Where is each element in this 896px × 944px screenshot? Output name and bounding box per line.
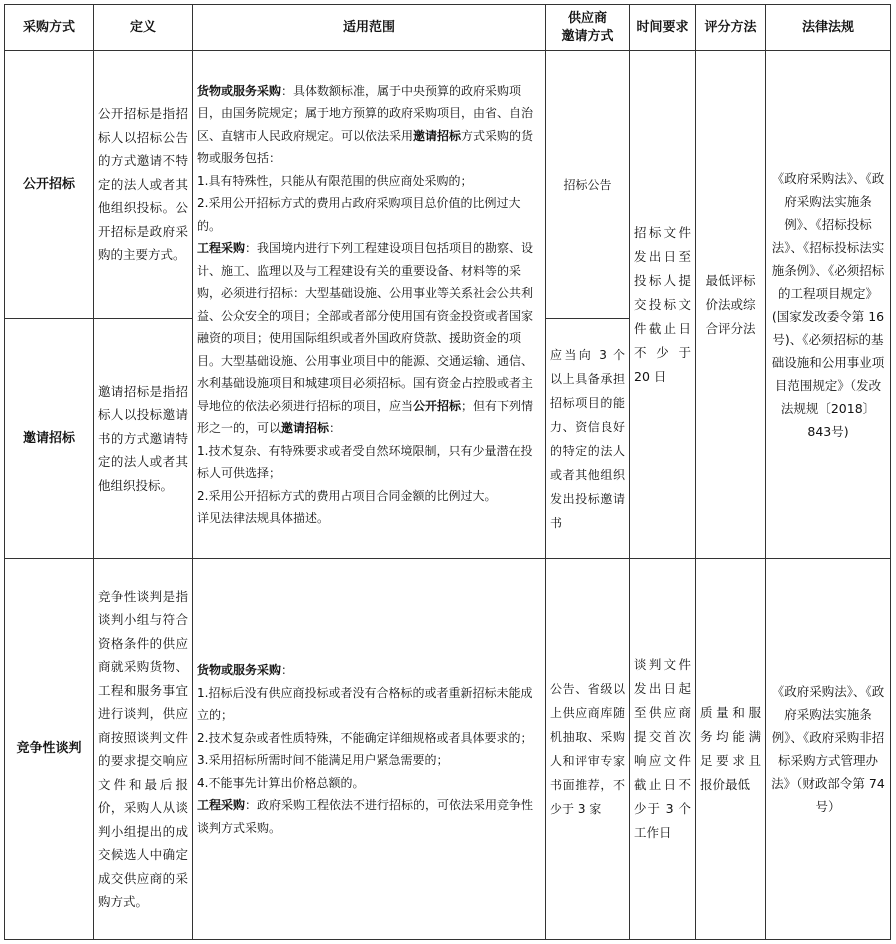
table-row-competitive-negotiation [5,559,891,940]
scope-bidding: 货物或服务采购：具体数额标准，属于中央预算的政府采购项目，由国务院规定；属于地方预算的政府采购项目，由省、自治区、直辖市人民政府规定。可以依法采用邀请招标方式采购的货物或服务包括： 1.具有特殊性，只能从有限范围的供应商处采购的； 2.采用公开招标方式的费用占政府采购项目总价值的比例过大的。 工程采购：我国境内进行下列工程建设项目包括项目的勘察、设计、施工、监理以及与工程建设有关的重要设备、材料等的采购，必须进行招标：大型基础设施、公用事业等关系社会公共利益、公众安全的项目；全部或者部分使用国有资金投资或者国家融资的项目；使用国际组织或者外国政府贷款、援助资金的项目。大型基础设施、公用事业项目中的能源、交通运输、通信、水利基础设施项目和城建项目必须招标。国有资金占控股或者主导地位的依法必须进行招标的项目，应当公开招标；但有下列情形之一的，可以邀请招标： 1.技术复杂、有特殊要求或者受自然环境限制，只有少量潜在投标人可供选择； 2.采用公开招标方式的费用占项目合同金额的比例过大。 详见法律法规具体描述。 [193,51,546,559]
scope-label-works-negotiation: 工程采购 [197,798,246,812]
header-row [5,5,891,51]
scope-label-goods-negotiation: 货物或服务采购 [197,663,282,677]
method-invited-bidding: 邀请招标 [5,319,94,559]
law-bidding: 《政府采购法》、《政府采购法实施条例》、《招标投标法》、《招标投标法实施条例》、《必须招标的工程项目规定》(国家发改委令第 16 号)、《必须招标的基础设施和公用事业项目范围规定》（发改法规规〔2018〕843号) [766,51,891,559]
time-negotiation: 谈判文件发出日起至供应商提交首次响应文件截止日不少于 3 个工作日 [630,559,696,940]
table-row-open-bidding [5,51,891,319]
method-negotiation: 竞争性谈判 [5,559,94,940]
header-definition: 定义 [94,5,193,51]
header-time: 时间要求 [630,5,696,51]
time-bidding: 招标文件发出日至投标人提交投标文件截止日不少于 20 日 [630,51,696,559]
scope-label-goods: 货物或服务采购 [197,83,282,98]
header-law: 法律法规 [766,5,891,51]
invite-invited-bidding: 应当向 3 个以上具备承担招标项目的能力、资信良好的特定的法人或者其他组织发出投标邀请书 [546,319,630,559]
invite-open-bidding: 招标公告 [546,51,630,319]
law-negotiation: 《政府采购法》、《政府采购法实施条例》、《政府采购非招标采购方式管理办法》（财政部令第 74 号） [766,559,891,940]
header-method: 采购方式 [5,5,94,51]
scoring-bidding: 最低评标价法或综合评分法 [696,51,766,559]
header-scope: 适用范围 [193,5,546,51]
header-invite: 供应商 邀请方式 [546,5,630,51]
definition-negotiation: 竞争性谈判是指谈判小组与符合资格条件的供应商就采购货物、工程和服务事宜进行谈判，供应商按照谈判文件的要求提交响应文件和最后报价，采购人从谈判小组提出的成交候选人中确定成交供应商的采购方式。 [94,559,193,940]
scope-negotiation: 货物或服务采购： 1.招标后没有供应商投标或者没有合格标的或者重新招标未能成立的； 2.技术复杂或者性质特殊，不能确定详细规格或者具体要求的； 3.采用招标所需时间不能满足用户紧急需要的； 4.不能事先计算出价格总额的。 工程采购：政府采购工程依法不进行招标的，可依法采用竞争性谈判方式采购。 [193,559,546,940]
header-scoring: 评分方法 [696,5,766,51]
definition-invited-bidding: 邀请招标是指招标人以投标邀请书的方式邀请特定的法人或者其他组织投标。 [94,319,193,559]
scope-label-works: 工程采购 [197,241,246,255]
invite-negotiation: 公告、省级以上供应商库随机抽取、采购人和评审专家书面推荐，不少于 3 家 [546,559,630,940]
definition-open-bidding: 公开招标是指招标人以招标公告的方式邀请不特定的法人或者其他组织投标。公开招标是政府采购的主要方式。 [94,51,193,319]
method-open-bidding: 公开招标 [5,51,94,319]
procurement-table [4,4,891,940]
scoring-negotiation: 质量和服务均能满足要求且报价最低 [696,559,766,940]
